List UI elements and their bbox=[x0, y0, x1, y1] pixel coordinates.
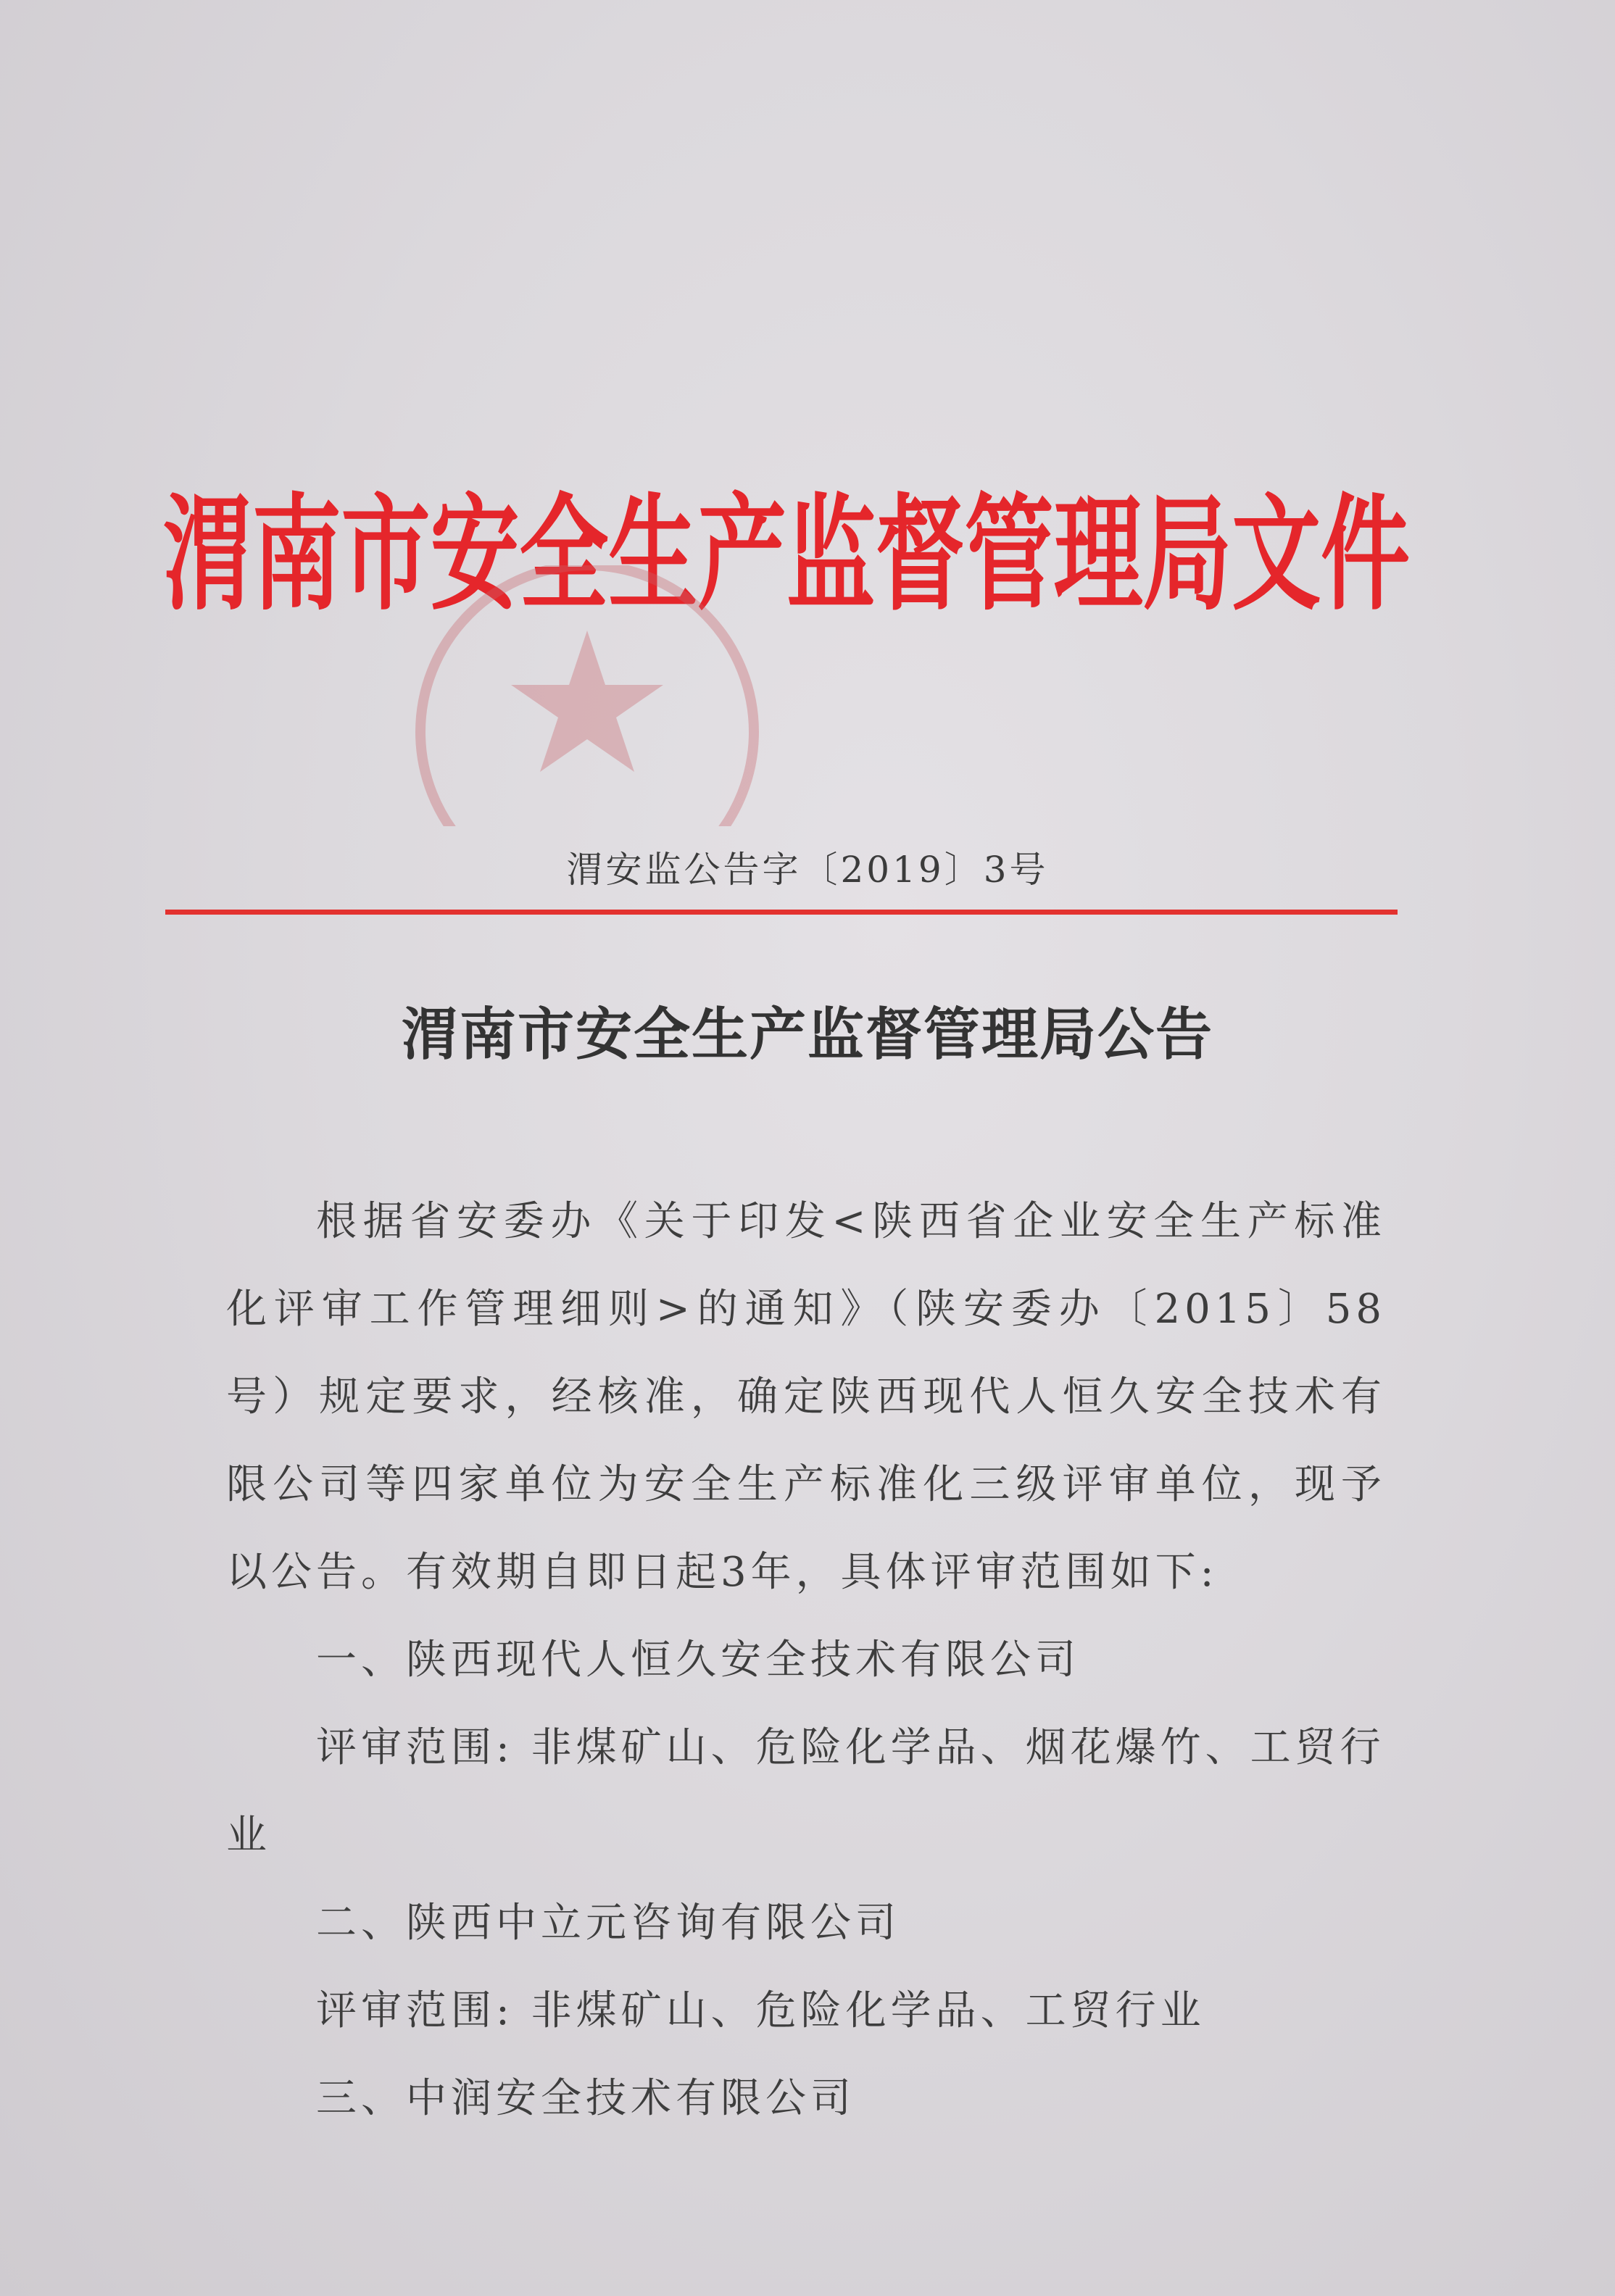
letterhead bbox=[163, 438, 1410, 641]
notice-body bbox=[226, 1178, 1386, 2142]
letterhead-title: 渭南市安全生产监督管理局文件 bbox=[163, 482, 1410, 628]
item-company-1: 一、陕西现代人恒久安全技术有限公司 bbox=[316, 1636, 1080, 1684]
red-divider-line bbox=[165, 910, 1398, 915]
item-company-3: 三、中润安全技术有限公司 bbox=[316, 2075, 855, 2122]
item-scope-2: 评审范围: 非煤矿山、危险化学品、工贸行业 bbox=[316, 1987, 1205, 2034]
document-number: 渭安监公告字〔2019〕3号 bbox=[566, 849, 1049, 891]
faded-seal-stamp bbox=[406, 565, 768, 826]
item-scope-1: 评审范围: 非煤矿山、危险化学品、烟花爆竹、工贸行业 bbox=[226, 1724, 1385, 1859]
item-company-2: 二、陕西中立元咨询有限公司 bbox=[316, 1900, 900, 1947]
notice-title: 渭南市安全生产监督管理局公告 bbox=[401, 1002, 1213, 1068]
intro-paragraph: 根据省安委办《关于印发<陕西省企业安全生产标准化评审工作管理细则>的通知》（陕安委办〔2015〕58号）规定要求，经核准，确定陕西现代人恒久安全技术有限公司等四家单位为安全生产标准化三级评审单位，现予以公告。有效期自即日起3年，具体评审范围如下: bbox=[226, 1198, 1386, 1596]
